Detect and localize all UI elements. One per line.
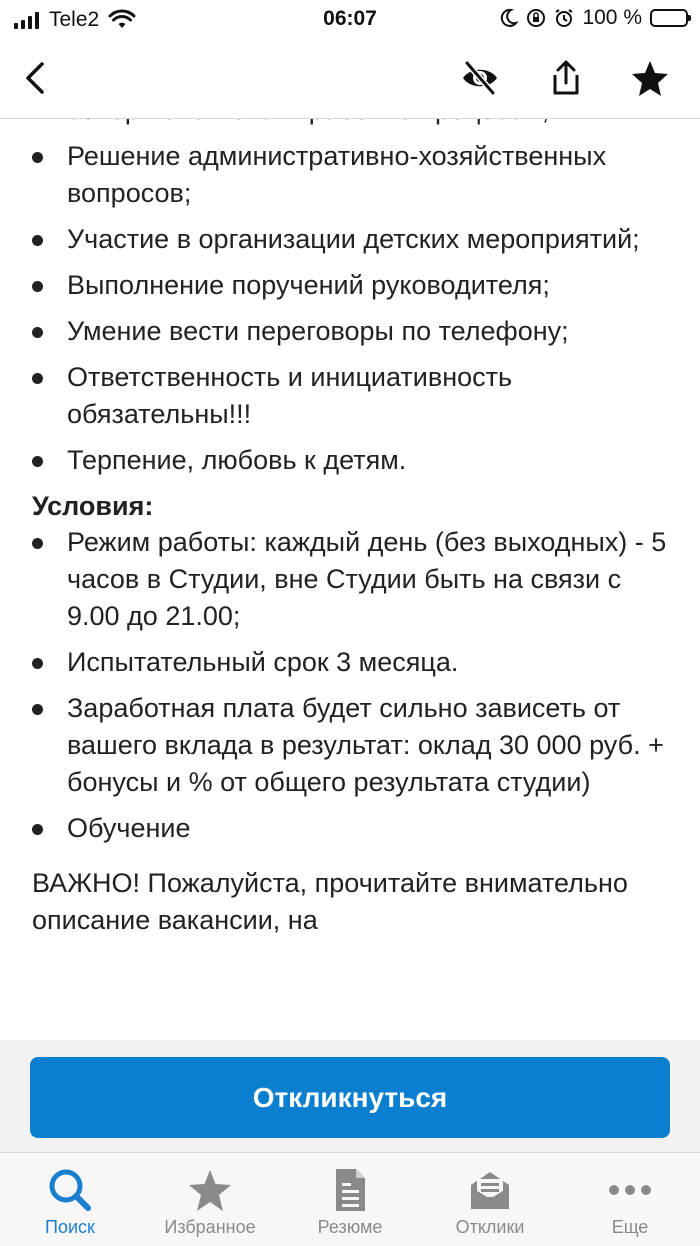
carrier-name: Tele2 xyxy=(49,8,100,31)
status-bar xyxy=(0,0,700,40)
tab-responses[interactable] xyxy=(420,1153,560,1246)
battery-icon xyxy=(650,9,688,27)
list-item: Решение административно-хозяйственных вопросов; xyxy=(0,138,700,212)
share-icon[interactable] xyxy=(546,58,586,98)
tab-more[interactable] xyxy=(560,1153,700,1246)
tab-bar xyxy=(0,1152,700,1246)
search-icon xyxy=(47,1167,93,1213)
star-icon xyxy=(187,1167,233,1213)
tab-resume[interactable] xyxy=(280,1153,420,1246)
battery-percent: 100 % xyxy=(582,6,642,29)
tab-label: Отклики xyxy=(455,1217,525,1237)
document-icon xyxy=(327,1167,373,1213)
responses-icon xyxy=(467,1167,513,1213)
clock: 06:07 xyxy=(323,7,377,30)
tab-label: Резюме xyxy=(317,1217,383,1237)
tab-favorites[interactable] xyxy=(140,1153,280,1246)
hide-eye-icon[interactable] xyxy=(460,58,500,98)
rotation-lock-icon xyxy=(526,8,546,28)
list-item: Ответственность и инициативность обязательны!!! xyxy=(0,359,700,433)
favorite-star-icon[interactable] xyxy=(630,58,670,98)
list-item: Режим работы: каждый день (без выходных) - 5 часов в Студии, вне Студии быть на связи с 9.00 до 21.00; xyxy=(0,524,700,635)
list-item: Участие в организации детских мероприятий; xyxy=(0,221,700,258)
more-icon xyxy=(607,1167,653,1213)
list-item: Испытательный срок 3 месяца. xyxy=(0,644,700,681)
status-right xyxy=(498,6,688,30)
list-item: Обучение xyxy=(0,810,700,847)
moon-icon xyxy=(498,8,518,28)
duties-list xyxy=(0,92,700,479)
vacancy-description[interactable] xyxy=(0,118,700,1040)
conditions-heading: Условия: xyxy=(32,491,154,521)
list-item: Заработная плата будет сильно зависеть от вашего вклада в результат: оклад 30 000 руб. + бонусы и % от общего результата студии) xyxy=(0,690,700,801)
tab-label: Избранное xyxy=(164,1217,256,1237)
tab-label: Еще xyxy=(611,1217,649,1237)
top-nav-bar xyxy=(0,40,700,119)
list-item: Терпение, любовь к детям. xyxy=(0,442,700,479)
tab-label: Поиск xyxy=(45,1217,95,1237)
back-icon[interactable] xyxy=(20,58,52,98)
tab-search[interactable] xyxy=(0,1153,140,1246)
apply-bar xyxy=(0,1040,700,1152)
list-item: Выполнение поручений руководителя; xyxy=(0,267,700,304)
important-note: ВАЖНО! Пожалуйста, прочитайте внимательно описание вакансии, на xyxy=(32,868,628,935)
alarm-icon xyxy=(554,8,574,28)
conditions-list xyxy=(0,524,700,847)
list-item: Умение вести переговоры по телефону; xyxy=(0,313,700,350)
apply-button[interactable]: Откликнуться xyxy=(30,1057,670,1138)
